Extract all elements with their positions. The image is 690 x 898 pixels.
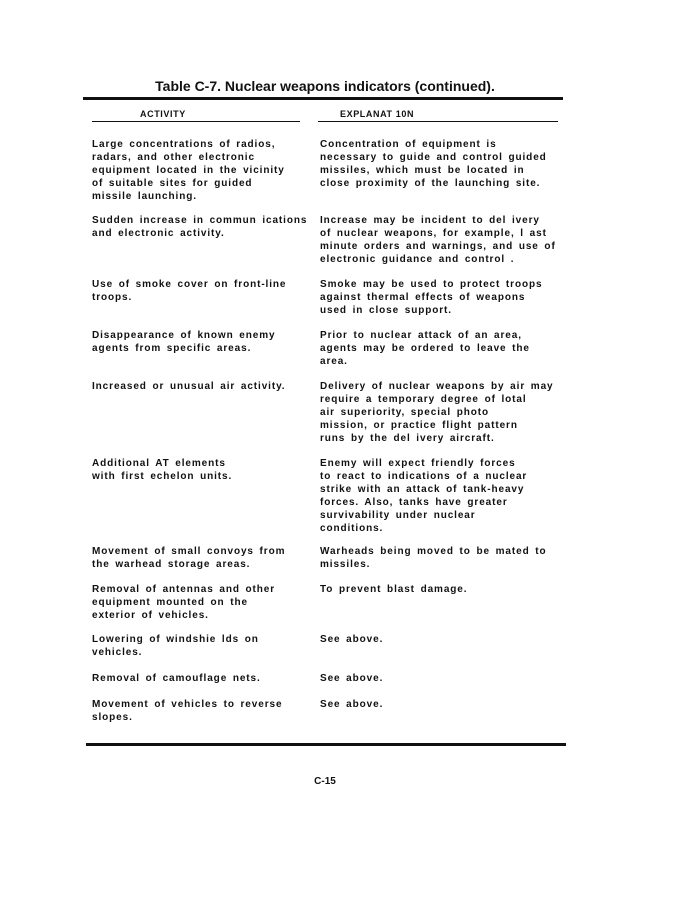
activity-column-header: ACTIVITY xyxy=(140,109,186,119)
top-rule xyxy=(83,97,563,100)
explanation-cell: Increase may be incident to del ivery of nuclear weapons, for example, l ast minute orders and warnings, and use of electronic guidance and control . xyxy=(320,215,556,265)
explanation-cell: To prevent blast damage. xyxy=(320,584,468,595)
activity-cell: Removal of antennas and other equipment mounted on the exterior of vehicles. xyxy=(92,584,276,621)
page-number: C-15 xyxy=(314,776,336,787)
activity-cell: Removal of camouflage nets. xyxy=(92,673,261,684)
activity-cell: Large concentrations of radios, radars, and other electronic equipment located in the vicinity of suitable sites for guided missile launching. xyxy=(92,139,285,202)
explanation-header-underline xyxy=(318,121,558,122)
activity-cell: Increased or unusual air activity. xyxy=(92,381,286,392)
activity-header-underline xyxy=(92,121,300,122)
explanation-cell: Smoke may be used to protect troops against thermal effects of weapons used in close support. xyxy=(320,279,543,316)
explanation-cell: Concentration of equipment is necessary to guide and control guided missiles, which must be located in close proximity of the launching site. xyxy=(320,139,547,189)
activity-cell: Sudden increase in commun ications and electronic activity. xyxy=(92,215,308,239)
activity-cell: Disappearance of known enemy agents from specific areas. xyxy=(92,330,276,354)
explanation-cell: Warheads being moved to be mated to missiles. xyxy=(320,546,547,570)
activity-cell: Additional AT elements with first echelon units. xyxy=(92,458,233,482)
table-title: Table C-7. Nuclear weapons indicators (continued). xyxy=(155,78,495,94)
explanation-cell: See above. xyxy=(320,699,384,710)
explanation-cell: See above. xyxy=(320,634,384,645)
explanation-cell: See above. xyxy=(320,673,384,684)
activity-cell: Movement of vehicles to reverse slopes. xyxy=(92,699,283,723)
explanation-column-header: EXPLANAT 10N xyxy=(340,109,415,119)
bottom-rule xyxy=(86,743,566,746)
activity-cell: Movement of small convoys from the warhead storage areas. xyxy=(92,546,286,570)
explanation-cell: Delivery of nuclear weapons by air may require a temporary degree of lotal air superiority, special photo mission, or practice flight pattern runs by the del ivery aircraft. xyxy=(320,381,554,444)
explanation-cell: Prior to nuclear attack of an area, agents may be ordered to leave the area. xyxy=(320,330,530,367)
explanation-cell: Enemy will expect friendly forces to react to indications of a nuclear strike with an attack of tank-heavy forces. Also, tanks have greater survivability under nuclear conditions. xyxy=(320,458,528,534)
activity-cell: Use of smoke cover on front-line troops. xyxy=(92,279,287,303)
activity-cell: Lowering of windshie lds on vehicles. xyxy=(92,634,259,658)
